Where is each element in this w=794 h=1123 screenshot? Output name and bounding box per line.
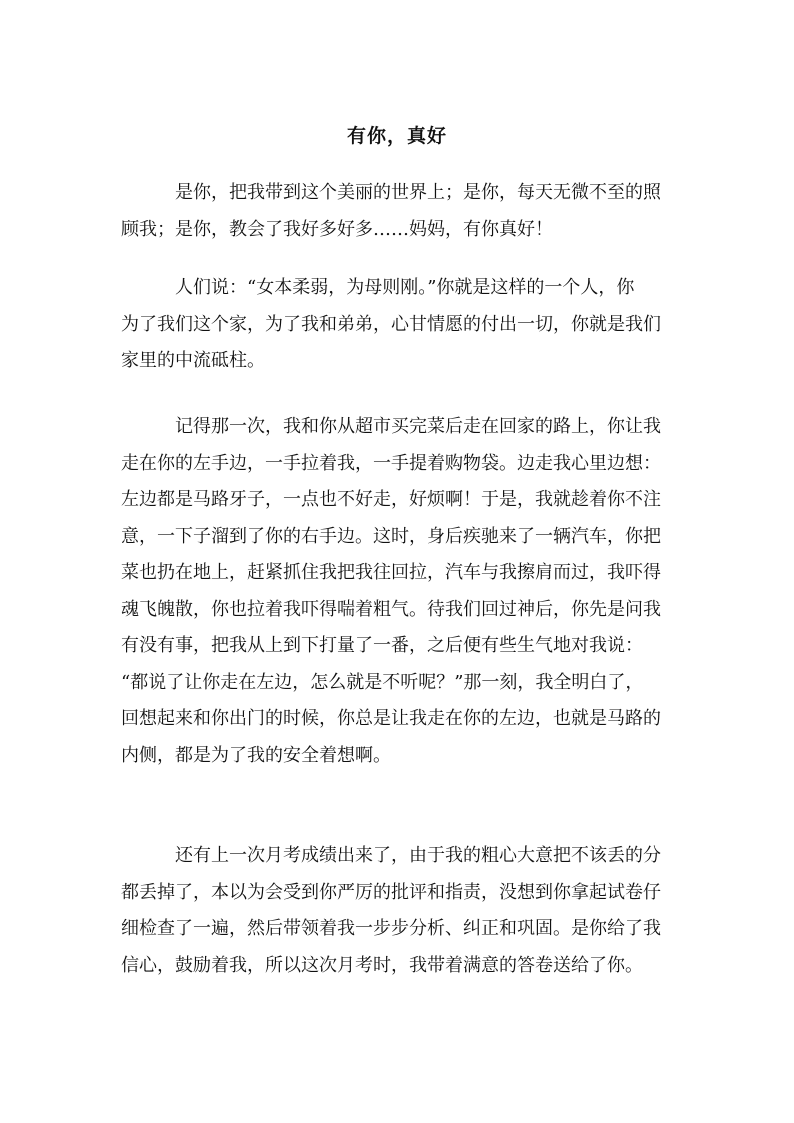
text-line: 走在你的左手边，一手拉着我，一手提着购物袋。边走我心里边想： <box>121 452 661 474</box>
text-line: 回想起来和你出门的时候，你总是让我走在你的左边，也就是马路的 <box>121 708 661 729</box>
paragraph-2 <box>121 270 681 380</box>
text-line: 菜也扔在地上，赶紧抓住我把我往回拉，汽车与我擦肩而过，我吓得 <box>121 562 661 583</box>
text-line: 都丢掉了，本以为会受到你严厉的批评和指责，没想到你拿起试卷仔 <box>121 881 661 903</box>
text-line: 记得那一次，我和你从超市买完菜后走在回家的路上，你让我 <box>175 416 661 437</box>
text-line: 内侧，都是为了我的安全着想啊。 <box>121 744 391 766</box>
text-line: 顾我；是你，教会了我好多好多……妈妈，有你真好！ <box>121 218 553 240</box>
text-line: 还有上一次月考成绩出来了，由于我的粗心大意把不该丢的分 <box>175 845 661 866</box>
text-line: 为了我们这个家，为了我和弟弟，心甘情愿的付出一切，你就是我们 <box>121 313 661 335</box>
text-line: 有没有事，把我从上到下打量了一番，之后便有些生气地对我说： <box>121 635 643 656</box>
text-line: 左边都是马路牙子，一点也不好走，好烦啊！于是，我就趁着你不注 <box>121 489 661 510</box>
text-line: 意，一下子溜到了你的右手边。这时，身后疾驰来了一辆汽车，你把 <box>121 525 661 547</box>
text-line: 细检查了一遍，然后带领着我一步步分析、纠正和巩固。是你给了我 <box>121 918 661 939</box>
text-line: 信心，鼓励着我，所以这次月考时，我带着满意的答卷送给了你。 <box>121 954 643 976</box>
text-line: 魂飞魄散，你也拉着我吓得喘着粗气。待我们回过神后，你先是问我 <box>121 598 661 620</box>
text-line: 家里的中流砥柱。 <box>121 350 265 371</box>
text-line: 是你，把我带到这个美丽的世界上；是你，每天无微不至的照 <box>175 182 661 203</box>
paragraph-3 <box>121 409 681 774</box>
document-title: 有你，真好 <box>346 125 447 147</box>
text-line: 人们说：“女本柔弱，为母则刚。”你就是这样的一个人，你 <box>175 277 635 298</box>
paragraph-1 <box>121 175 681 248</box>
text-line: “都说了让你走在左边，怎么就是不听呢？”那一刻，我全明白了， <box>121 671 644 693</box>
paragraph-4 <box>121 838 681 984</box>
